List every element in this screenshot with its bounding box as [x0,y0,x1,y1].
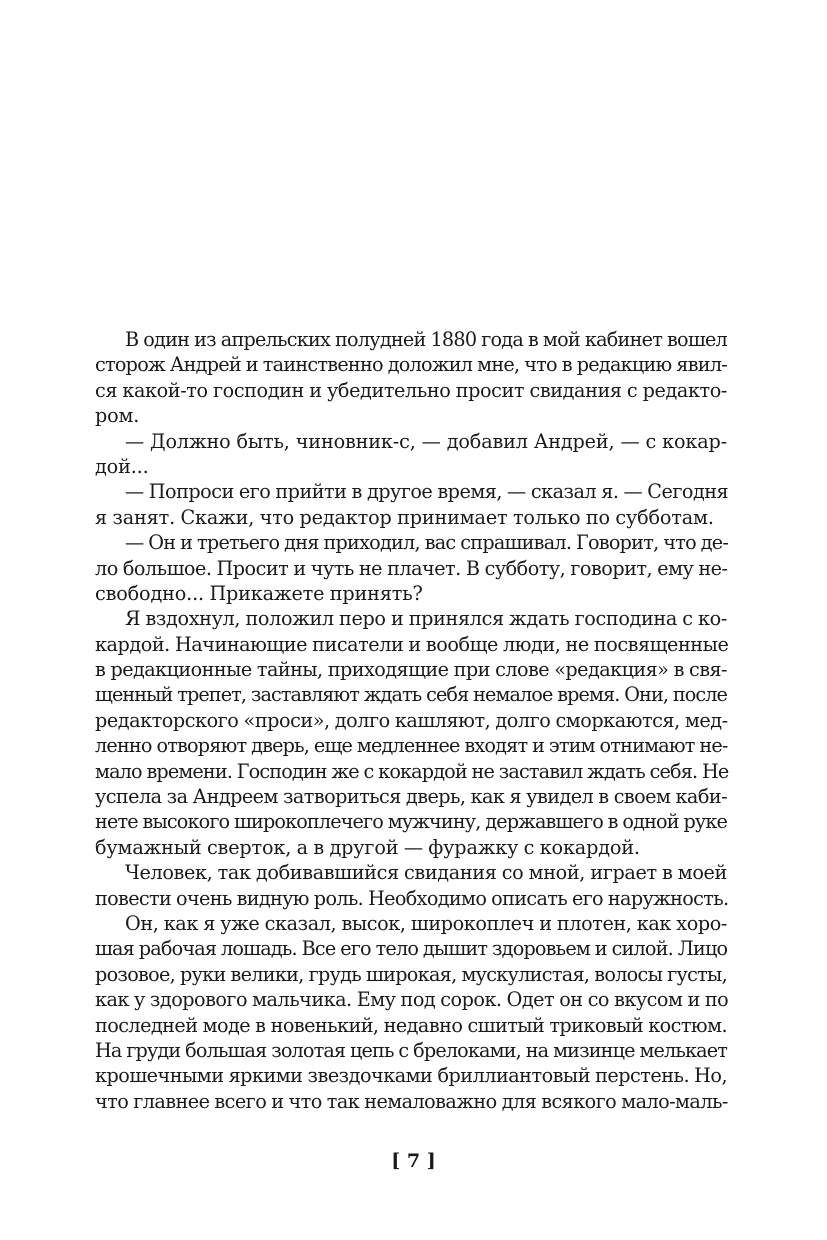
text-line: бумажный сверток, а в другой — фуражку с кокардой. [95,835,640,859]
text-line: щенный трепет, заставляют ждать себя немалое время. Они, после [95,683,727,707]
text-line: повести очень видную роль. Необходимо описать его наружность. [95,886,729,910]
text-line: нете высокого широкоплечего мужчину, державшего в одной руке [95,810,727,834]
text-line: Человек, так добивавшийся свидания со мной, играет в моей [125,861,727,885]
text-line: в редакционные тайны, приходящие при слове «редакция» в свя- [95,658,727,682]
text-line: сторож Андрей и таинственно доложил мне, что в редакцию явил- [95,353,727,377]
text-line: — Должно быть, чиновник-с, — добавил Андрей, — с кокар- [125,429,727,453]
text-line: шая рабочая лошадь. Все его тело дышит здоровьем и силой. Лицо [95,937,728,961]
text-line: что главнее всего и что так немаловажно для всякого мало-маль- [95,1089,728,1113]
text-line: дой... [95,454,149,478]
text-line: свободно... Прикажете принять? [95,581,423,605]
text-line: крошечными яркими звездочками бриллиантовый перстень. Но, [95,1064,728,1088]
text-line: — Попроси его прийти в другое время, — сказал я. — Сегодня [125,480,729,504]
text-line: мало времени. Господин же с кокардой не заставил ждать себя. Не [95,759,729,783]
page-number: [ 7 ] [391,1150,436,1172]
text-line: кардой. Начинающие писатели и вообще люди, не посвященные [95,632,729,656]
text-line: Я вздохнул, положил перо и принялся ждать господина с ко- [125,607,727,631]
text-line: я занят. Скажи, что редактор принимает только по субботам. [95,505,714,529]
text-line: Он, как я уже сказал, высок, широкоплеч и плотен, как хоро- [125,911,727,935]
text-line: розовое, руки велики, грудь широкая, мускулистая, волосы густы, [95,962,727,986]
text-line: успела за Андреем затвориться дверь, как я увидел в своем каби- [95,785,727,809]
text-line: На груди большая золотая цепь с брелоками, на мизинце мелькает [95,1038,727,1062]
text-line: ленно отворяют дверь, еще медленнее входят и этим отнимают не- [95,734,728,758]
text-line: как у здорового мальчика. Ему под сорок. Одет он со вкусом и по [95,988,729,1012]
text-line: — Он и третьего дня приходил, вас спрашивал. Говорит, что де- [125,531,729,555]
text-line: ло большое. Просит и чуть не плачет. В субботу, говорит, ему не- [95,556,728,580]
body-text [95,327,727,1114]
text-line: ром. [95,404,140,428]
text-line: ся какой-то господин и убедительно просит свидания с редакто- [95,378,727,402]
text-line: последней моде в новенький, недавно сшитый триковый костюм. [95,1013,727,1037]
text-line: В один из апрельских полудней 1880 года в мой кабинет вошел [125,328,727,351]
text-line: редакторского «проси», долго кашляют, долго сморкаются, мед- [95,708,728,732]
